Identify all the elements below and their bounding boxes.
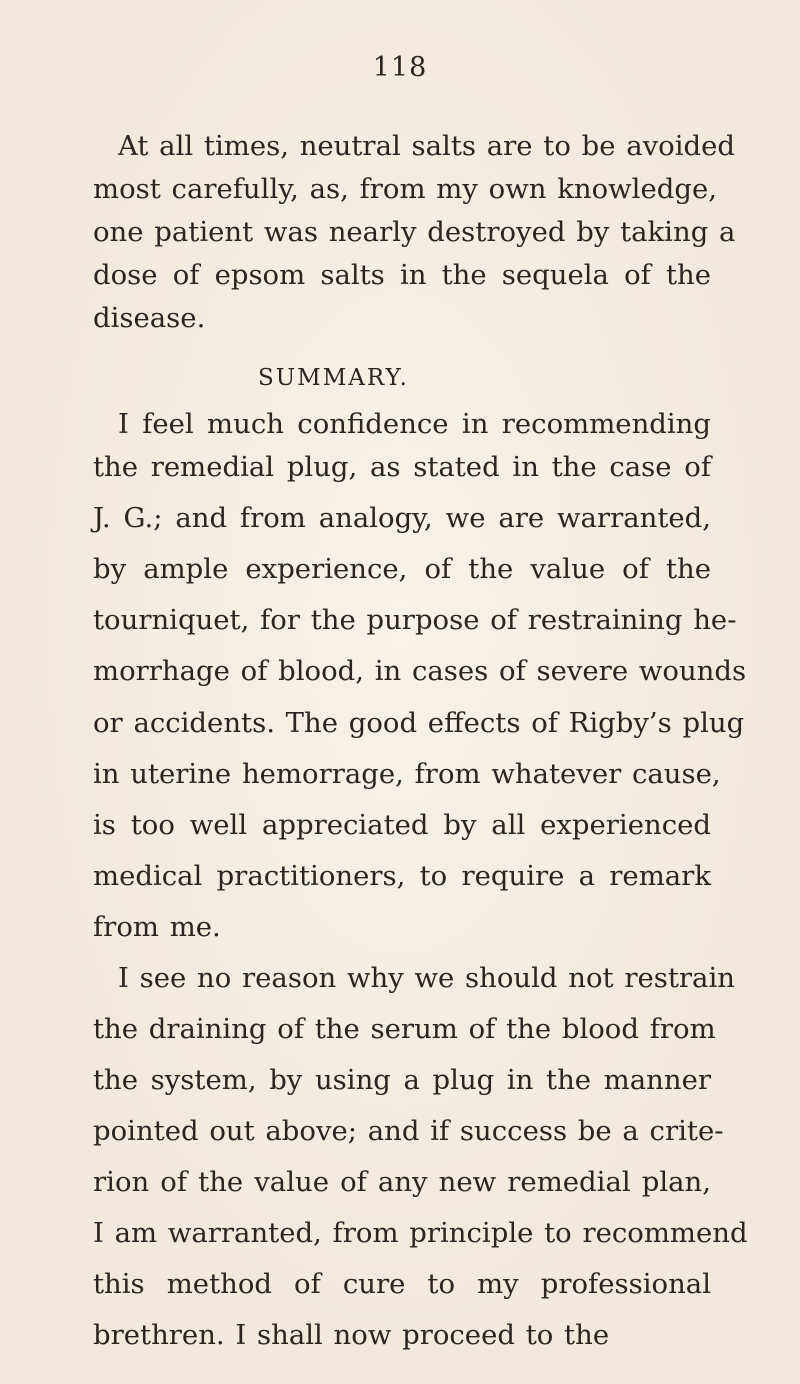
text-line: At all times, neutral salts are to be avoided [118,130,736,162]
text-line: J. G.; and from analogy, we are warranted, [93,502,711,534]
text-line: in uterine hemorrage, from whatever cause, [93,758,721,790]
text-line: the draining of the serum of the blood from [93,1013,716,1045]
text-line: medical practitioners, to require a remark [93,860,711,892]
text-line: rion of the value of any new remedial plan, [93,1166,711,1198]
page-number: 118 [372,52,428,83]
text-line: the system, by using a plug in the manner [93,1064,711,1096]
text-line: I am warranted, from principle to recommend [93,1217,748,1249]
text-line: this method of cure to my professional [93,1268,711,1300]
text-line: is too well appreciated by all experienced [93,809,711,841]
text-line: most carefully, as, from my own knowledge, [93,173,717,205]
text-line: pointed out above; and if success be a crite- [93,1115,724,1147]
text-line: by ample experience, of the value of the [93,553,711,585]
text-line: the remedial plug, as stated in the case of [93,451,711,483]
text-line: brethren. I shall now proceed to the [93,1319,610,1351]
text-line: dose of epsom salts in the sequela of the [93,259,711,291]
text-line: one patient was nearly destroyed by taking a [93,216,736,248]
text-line: tourniquet, for the purpose of restraining he- [93,604,737,636]
text-line: or accidents. The good effects of Rigby’s plug [93,707,745,739]
section-heading: SUMMARY. [258,365,409,391]
text-line: morrhage of blood, in cases of severe wounds [93,655,747,687]
text-line: I see no reason why we should not restrain [118,962,735,994]
text-line: I feel much confidence in recommending [118,408,711,440]
text-line: disease. [93,302,206,334]
text-line: from me. [93,911,221,943]
